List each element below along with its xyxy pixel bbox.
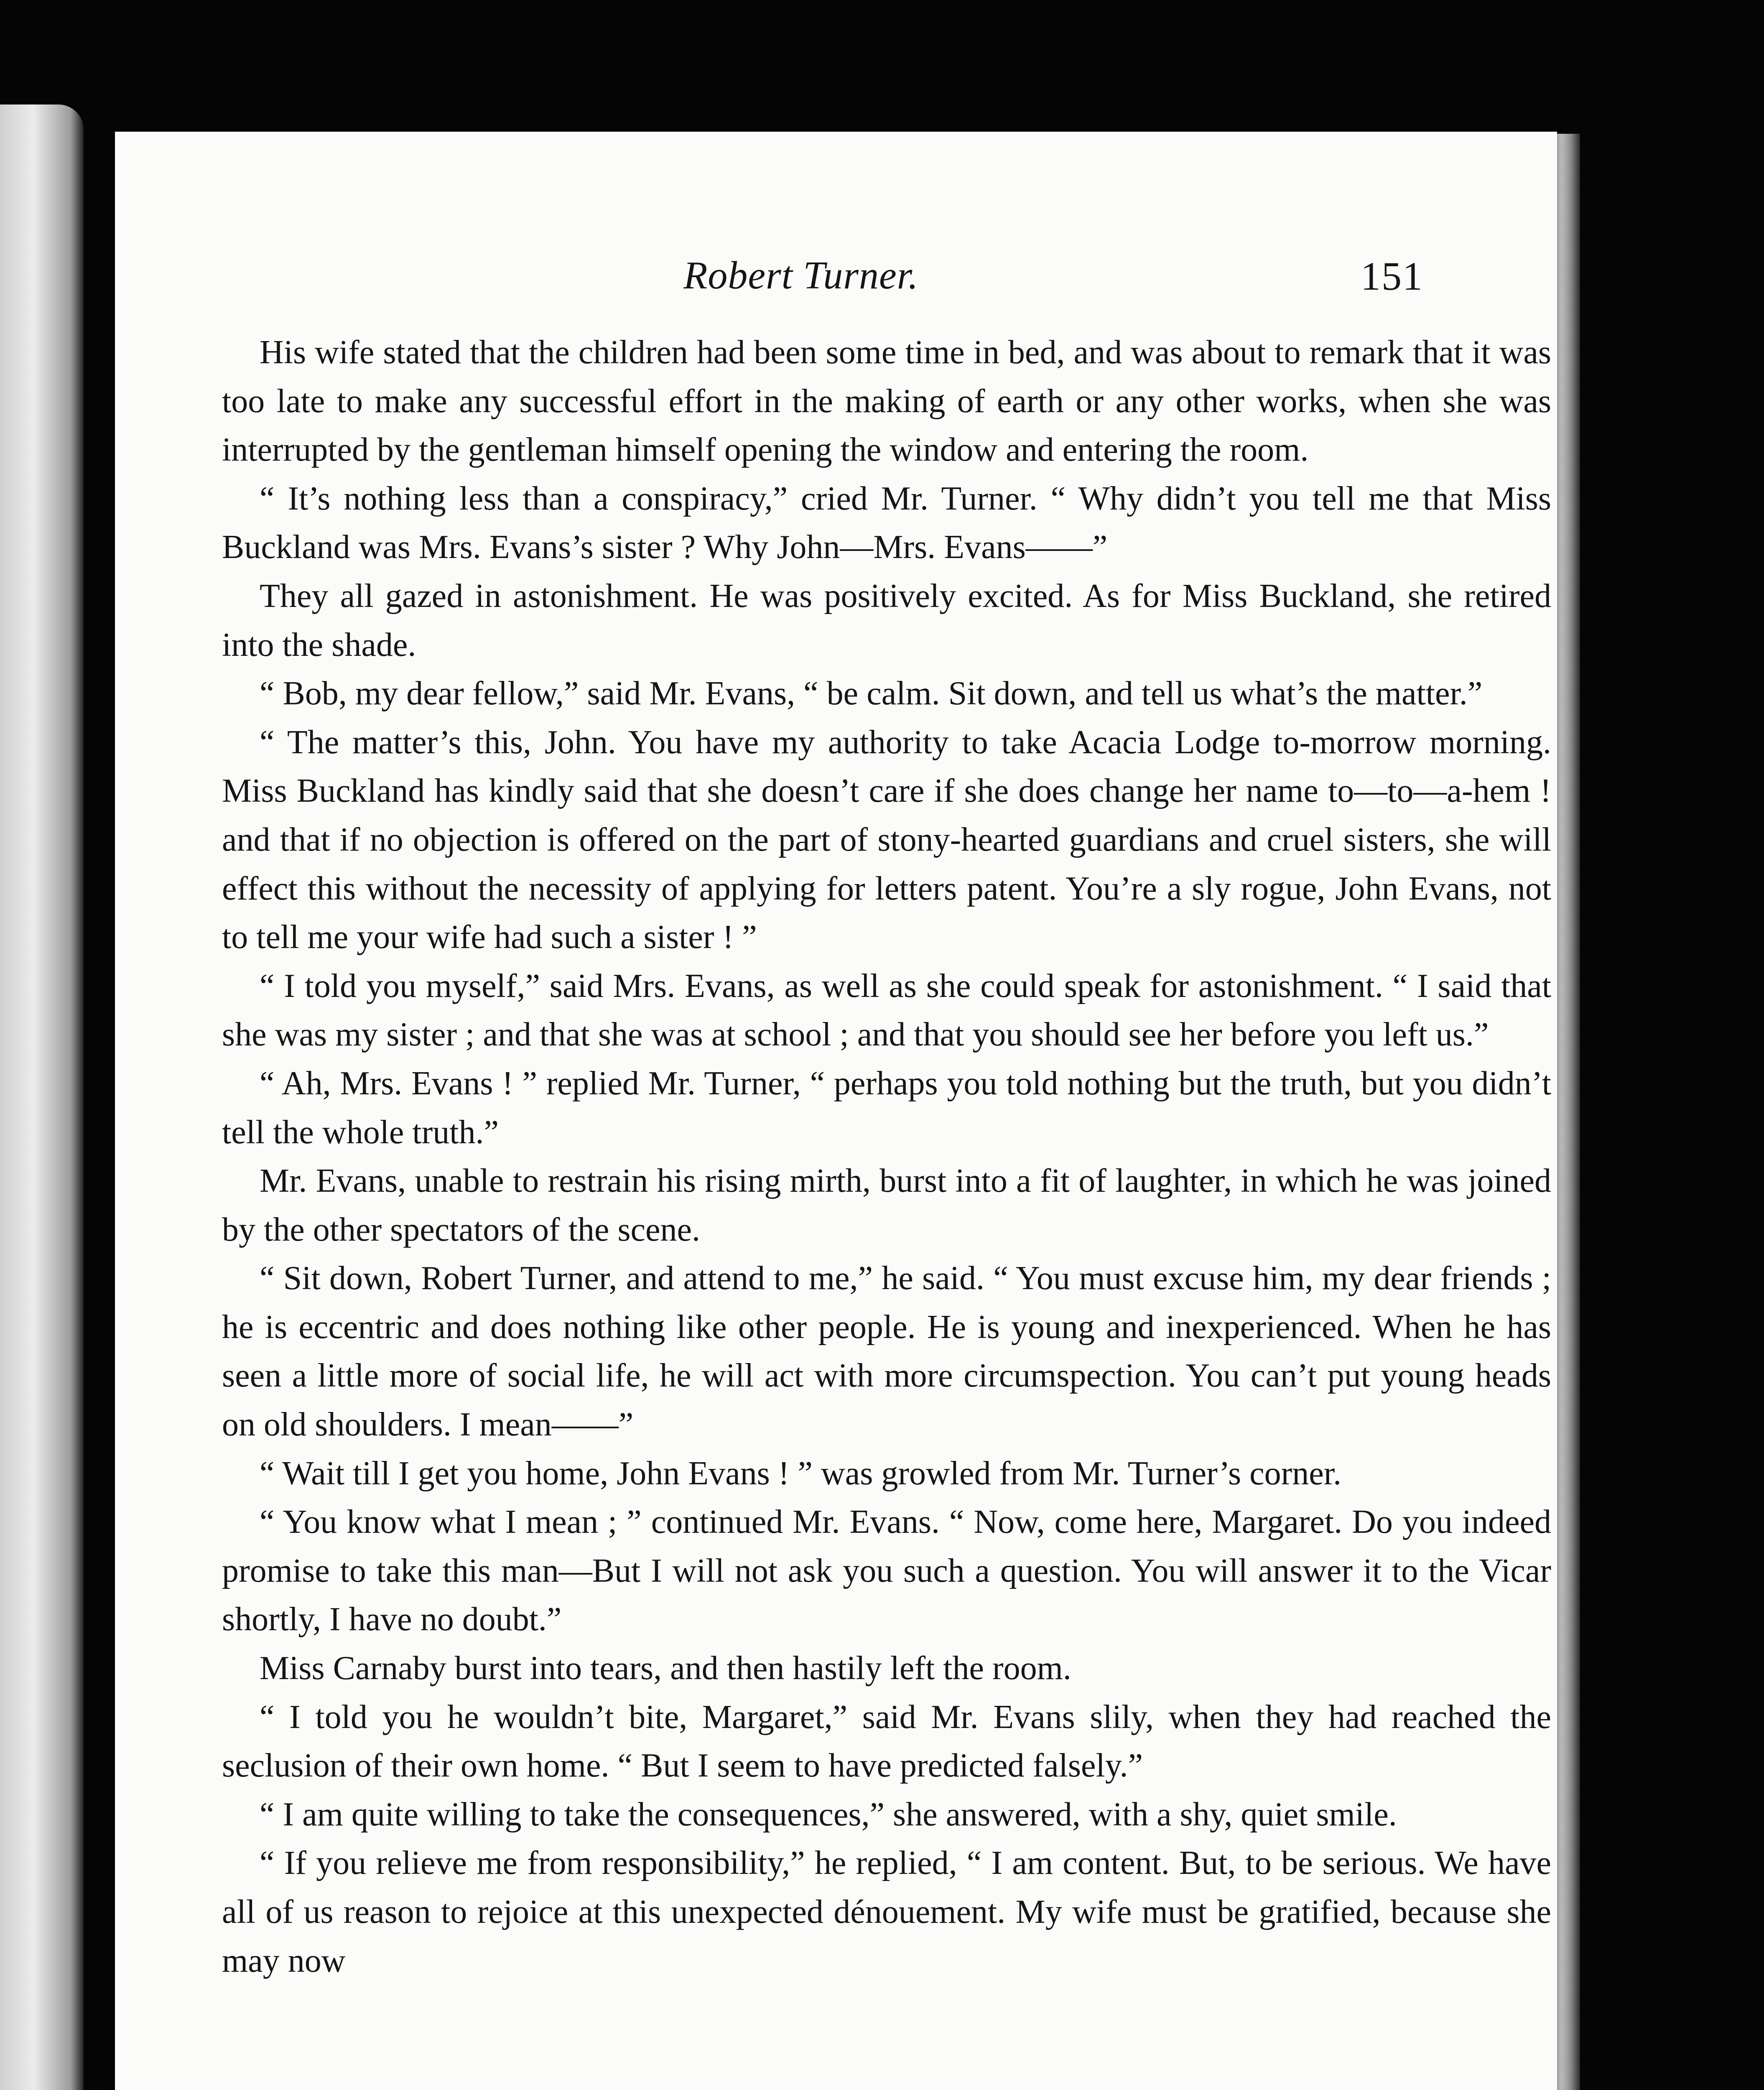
paragraph: His wife stated that the children had been some time in bed, and was about to remark that it was too late to make any successful effort in the making of earth or any other works, when she was interrupted by the gentleman himself opening the window and entering the room. — [222, 334, 1551, 469]
paragraph: “ Bob, my dear fellow,” said Mr. Evans, “ be calm. Sit down, and tell us what’s the matter.” — [260, 675, 1483, 712]
paragraph: “ The matter’s this, John. You have my authority to take Acacia Lodge to-morrow morning. Miss Buckland has kindly said that she doesn’t care if she does change her name to—to—a-hem ! and that if no objection is offered on the part of stony-hearted guardians and cruel sisters, she will effect this without the necessity of applying for letters patent. You’re a sly rogue, John Evans, not to tell me your wife had such a sister ! ” — [222, 724, 1551, 956]
paragraph: “ Sit down, Robert Turner, and attend to me,” he said. “ You must excuse him, my dear friends ; he is eccentric and does nothing like other people. He is young and inexperienced. When he has seen a little more of social life, he will act with more circumspection. You can’t put young heads on old shoulders. I mean——” — [222, 1260, 1551, 1443]
paragraph: They all gazed in astonishment. He was positively excited. As for Miss Buckland, she retired into the shade. — [222, 577, 1551, 663]
paragraph: “ I told you myself,” said Mrs. Evans, as well as she could speak for astonishment. “ I said that she was my sister ; and that she was at school ; and that you should see her before you left us.” — [222, 967, 1551, 1053]
paragraph: “ Ah, Mrs. Evans ! ” replied Mr. Turner, “ perhaps you told nothing but the truth, but you didn’t tell the whole truth.” — [222, 1065, 1551, 1151]
body-text — [222, 328, 1551, 1985]
paragraph: “ You know what I mean ; ” continued Mr. Evans. “ Now, come here, Margaret. Do you indeed promise to take this man—But I will not ask you such a question. You will answer it to the Vicar shortly, I have no doubt.” — [222, 1504, 1551, 1638]
book-page — [115, 132, 1557, 2090]
paragraph: Miss Carnaby burst into tears, and then hastily left the room. — [260, 1650, 1071, 1687]
paragraph: Mr. Evans, unable to restrain his rising mirth, burst into a fit of laughter, in which he was joined by the other spectators of the scene. — [222, 1162, 1551, 1248]
running-title: Robert Turner. — [683, 254, 919, 297]
paragraph: “ Wait till I get you home, John Evans ! ” was growled from Mr. Turner’s corner. — [260, 1455, 1341, 1492]
previous-page-edge — [0, 104, 84, 2090]
paragraph: “ It’s nothing less than a conspiracy,” cried Mr. Turner. “ Why didn’t you tell me that Miss Buckland was Mrs. Evans’s sister ? Why John—Mrs. Evans——” — [222, 480, 1551, 566]
page-stack-edge — [1557, 134, 1580, 2090]
page-number: 151 — [1361, 254, 1423, 298]
paragraph: “ I told you he wouldn’t bite, Margaret,” said Mr. Evans slily, when they had reached the seclusion of their own home. “ But I seem to have predicted falsely.” — [222, 1698, 1551, 1784]
paragraph: “ If you relieve me from responsibility,” he replied, “ I am content. But, to be serious. We have all of us reason to rejoice at this unexpected dénouement. My wife must be gratified, because she may now — [222, 1845, 1551, 1979]
paragraph: “ I am quite willing to take the consequences,” she answered, with a shy, quiet smile. — [260, 1796, 1397, 1833]
running-head — [115, 253, 1557, 336]
